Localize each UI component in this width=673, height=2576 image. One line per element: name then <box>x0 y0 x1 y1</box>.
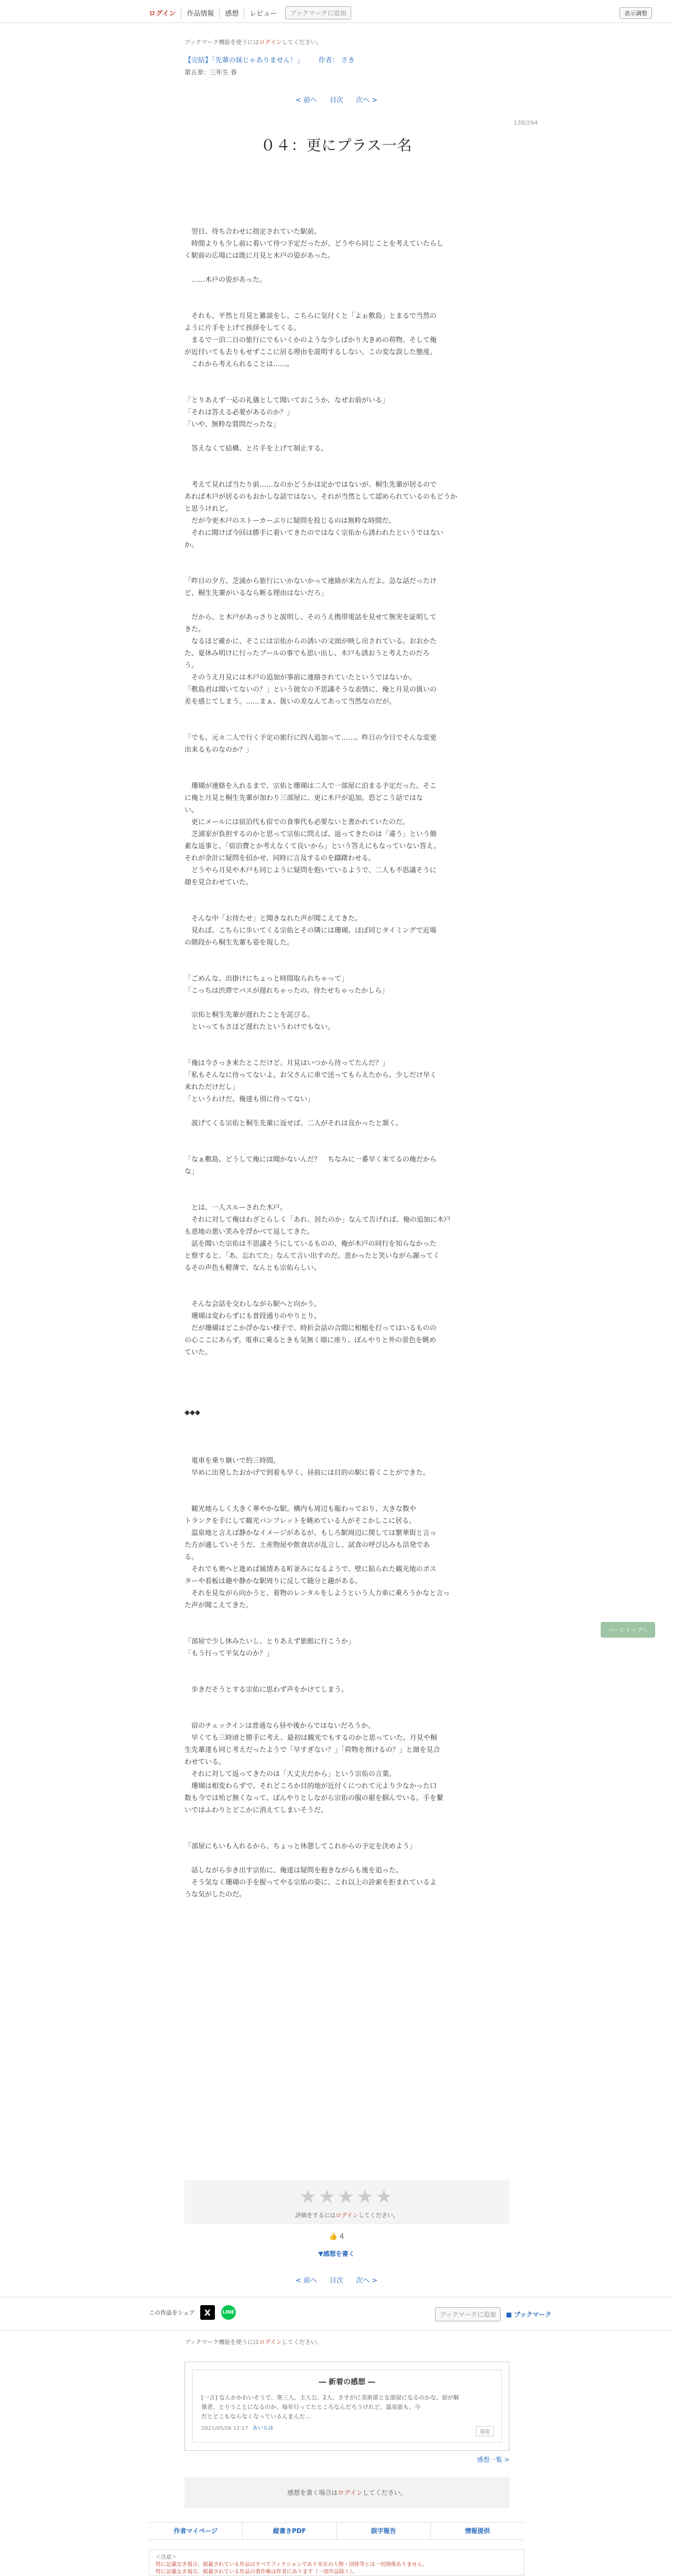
body-line: 考えて見れば当たり前……なのかどうかは定かではないが、桐生先輩が居るので <box>184 481 437 489</box>
caution-head: ＜注意＞ <box>156 2555 177 2560</box>
body-line <box>184 1828 509 1840</box>
body-line: 「ごめんな、出掛けにちょっと時間取られちゃって」 <box>184 975 349 983</box>
body-line: 宗佑と桐生先輩が遅れたことを詫びる。 <box>184 1011 314 1019</box>
body-line: 素な返事と、「宿泊費とか考えなくて良いから」という答えにもなっていない答え。 <box>184 842 441 850</box>
body-line <box>184 949 509 961</box>
body-line: 話を聞いた宗佑は不思議そうにしているものの、俺が木戸の同行を知らなかった <box>184 1240 437 1248</box>
body-line <box>184 1358 509 1371</box>
body-line: 「部屋にもいも入れるから、ちょっと休憩してこれからの予定を決めよう」 <box>184 1843 417 1850</box>
bookmark-note-bottom <box>184 2338 509 2346</box>
body-line: ど、桐生先輩がいるなら断る理由はないだろ」 <box>184 589 328 597</box>
body-line: 「俺は今さっき来たとこだけど。月見はいつから待ってたんだ？」 <box>184 1059 389 1067</box>
caution-line-1: 特に記載なき場合、掲載されている作品はすべてフィクションであり実在の人物・団体等とは一切関係ありません。 <box>156 2562 428 2568</box>
body-line: 珊瑚は変わらずにも普段通りのやりとり。 <box>184 1312 321 1320</box>
body-line: 数も今では殆ど無くなって、ぼんやりとしながら宗佑の服の裾を掴んでいる。手を繋 <box>184 1794 443 1802</box>
body-line: きた。 <box>184 626 205 633</box>
review-login-link[interactable]: ログイン <box>338 2489 363 2496</box>
body-line: く駅前の広場には既に月見と木戸の姿があった。 <box>184 252 334 260</box>
body-line: に俺と月見と桐生先輩が加わり三部屋に、更に木戸が追加。恐どこう話ではな <box>184 794 424 802</box>
rating-login-link[interactable]: ログイン <box>335 2212 359 2219</box>
rating-box <box>184 2180 509 2224</box>
body-line: 来れただけだし」 <box>184 1083 240 1091</box>
next-link-bottom[interactable]: 次へ > <box>356 2277 378 2285</box>
body-line <box>184 756 509 768</box>
body-line <box>184 1612 509 1624</box>
rating-note-end: してください。 <box>358 2212 399 2219</box>
toc-link-bottom[interactable]: 目次 <box>329 2277 343 2285</box>
note-login-link-bottom[interactable]: ログイン <box>259 2339 282 2345</box>
vertical-pdf-link[interactable]: 縦書きPDF <box>243 2523 336 2539</box>
body-line: そう気なく珊瑚の手を握ってやる宗佑の姿に、これ以上の詮索を拒まれているよ <box>184 1879 437 1887</box>
body-line: と思うけれど。 <box>184 505 233 513</box>
display-settings-button[interactable]: 表示調整 <box>620 7 652 19</box>
nav-work-info[interactable]: 作品情報 <box>181 7 220 19</box>
body-line <box>184 1708 509 1720</box>
body-line <box>184 1274 509 1286</box>
next-link[interactable]: 次へ > <box>356 96 378 104</box>
body-line: 早くても三時頃と勝手に考え、最初は観光でもするのかと思っていた。月見や桐 <box>184 1734 437 1742</box>
body-line <box>184 708 509 720</box>
body-line: それに聞けば今回は勝手に着いてきたのではなく宗佑から誘われたというではない <box>184 529 444 537</box>
body-line <box>184 1696 509 1708</box>
top-nav <box>149 6 351 19</box>
body-line <box>184 1033 509 1045</box>
body-line: う。 <box>184 662 199 670</box>
author-mypage-link[interactable]: 作者マイページ <box>149 2523 243 2539</box>
bookmark-add-button-bottom[interactable]: ブックマークに追加 <box>435 2307 501 2321</box>
body-line: と察すると、「あ、忘れてた」なんて言い出すのだ。意かったと笑いながら謝ってく <box>184 1252 440 1260</box>
body-line: 「部屋で少し休みたいし、とりあえず旅館に行こうか」 <box>184 1638 355 1646</box>
body-line: ◆◆◆ <box>184 1409 200 1417</box>
note-text: ブックマーク機能を使うには <box>184 2339 259 2345</box>
body-line <box>184 1852 509 1865</box>
body-line: ように片手を上げて挨拶をしてくる。 <box>184 324 301 332</box>
pager-bottom <box>0 2275 673 2285</box>
toc-link[interactable]: 目次 <box>329 96 343 104</box>
body-line: る。 <box>184 1553 199 1561</box>
body-line: 芝浦家が負担するのかと思って宗佑に問えば、返ってきたのは「違う」という簡 <box>184 830 437 838</box>
body-line: 早めに出発したおかげで到着も早く、昼前には目的の駅に着くことができた。 <box>184 1469 430 1477</box>
body-line <box>184 214 509 226</box>
review-login-text: 感想を書く場合は <box>287 2489 338 2496</box>
body-line <box>184 382 509 394</box>
series-info <box>184 54 509 76</box>
body-line: ……木戸の姿があった。 <box>184 276 266 284</box>
body-line <box>184 599 509 611</box>
body-line <box>184 286 509 298</box>
body-line <box>184 889 509 901</box>
body-line: 時間よりも少し前に着いて待つ予定だったが、どうやら同じことを考えていたらし <box>184 240 444 248</box>
latest-review <box>192 2370 502 2443</box>
like-button[interactable]: 👍 4 <box>329 2233 344 2241</box>
body-line: 生先輩達も同じ考えだったようで「早すぎない？」「荷物を預けるの？」と顔を見合 <box>184 1746 440 1754</box>
body-line: た方が適していそうだ。土産物屋や飲食店が乱立し、試食の呼び込みも活発であ <box>184 1541 430 1549</box>
body-line: 顔を見合わせていた。 <box>184 879 253 886</box>
bookmark-note <box>184 38 509 46</box>
body-line: 差を感じてしまう。……まぁ、扱いの差なんてあって当然なのだが。 <box>184 698 396 706</box>
body-line <box>184 997 509 1009</box>
body-line: 温泉地と言えば静かなイメージがあるが、もしろ駅周辺に関しては繁華街と言っ <box>184 1529 437 1537</box>
page-number: 138/294 <box>514 119 538 126</box>
body-line: 珊瑚は相変わらずで、それどころか目的地が近付くにつれて元より少なかった口 <box>184 1782 437 1790</box>
body-line: それを見ながら向かうと、着物のレンタルをしようという人力車に乗ろうかなと言っ <box>184 1590 450 1597</box>
share-bar <box>149 2305 236 2320</box>
body-line <box>184 1190 509 1202</box>
body-line: トランクを手にして観光パンフレットを眺めている人がそこかしこに居る。 <box>184 1517 416 1525</box>
body-line: だが珊瑚はどこか浮かない様子で、時折会話の合間に相槌を打ってはいるものの <box>184 1324 437 1332</box>
divider <box>0 2330 673 2331</box>
body-line <box>184 1045 509 1057</box>
body-line: とは、一人スルーされた木戸。 <box>184 1204 287 1212</box>
body-line: の心ここにあらず。電車に乗るときも気無く端に座り、ぼんやりと外の景色を眺め <box>184 1336 436 1344</box>
note-text-end: してください。 <box>281 39 322 46</box>
body-line: どうやら月見や木戸も同じように疑問を抱いているようで、二人も不思議そうに <box>184 867 437 874</box>
author-link[interactable]: 作者： さき <box>318 57 355 64</box>
body-line: 見れば、こちらに歩いてくる宗佑とその隣には珊瑚。ほぼ同じタイミングで近場 <box>184 927 437 935</box>
body-line: なるほど確かに、そこには宗佑からの誘いの文面が映し出されている。おおかた <box>184 638 437 645</box>
body-line: 「昨日の夕方、芝浦から旅行にいかないかって連絡が来たんだよ。急な話だったけ <box>184 577 437 585</box>
body-line: 説げてくる宗佑と桐生先輩に返せば、二人がそれは良かったと頷く。 <box>184 1120 403 1127</box>
info-provide-link[interactable]: 情報提供 <box>464 2527 490 2535</box>
page-top-button[interactable]: ページトップへ <box>601 1622 655 1638</box>
body-line: るその声色も軽薄で、なんとも宗佑らしい。 <box>184 1264 321 1272</box>
body-line: 「敷島君は聞いてないの？」という彼女の不思議そうな表情に、俺と月見の扱いの <box>184 686 437 694</box>
top-bar <box>0 0 673 23</box>
body-line: 歩きだそうとする宗佑に思わず声をかけてしまう。 <box>184 1686 349 1694</box>
line-share-icon[interactable]: LINE <box>221 2305 236 2320</box>
body-line <box>184 1419 509 1431</box>
body-line: 「とりあえず一応の礼儀として聞いておこうか、なぜお前がいる」 <box>184 397 389 404</box>
body-line <box>184 768 509 780</box>
body-line <box>184 1130 509 1142</box>
bookmark-area <box>435 2307 551 2321</box>
body-line: 「いや、無粋な質問だったな」 <box>184 421 280 429</box>
series-title-link[interactable]: 【完結】「先輩の妹じゃありません！」 <box>184 57 304 64</box>
body-line <box>184 1371 509 1383</box>
body-line: た声が聞こえてきた。 <box>184 1602 253 1609</box>
chapter-title: ０４：更にプラス一名 <box>260 137 413 154</box>
x-share-icon[interactable]: X <box>200 2305 215 2320</box>
body-line: あれば木戸が居るのもおかしな話ではない。それが当然として認められているのもどうか <box>184 493 458 501</box>
body-line: だが今更木戸のストーカーぶりに疑問を投じるのは無粋な時間だ。 <box>184 517 396 525</box>
body-line: も意地の悪い笑みを浮かべて返してきた。 <box>184 1228 314 1236</box>
body-line: といってもさほど遅れたというわけでもない。 <box>184 1023 335 1031</box>
prev-link-bottom[interactable]: < 前へ <box>295 2277 317 2285</box>
login-link[interactable]: ログイン <box>149 7 181 19</box>
review-date: 2021/05/26 12:17 <box>201 2426 248 2431</box>
body-line: 「というわけだ。俺達も別に待ってない」 <box>184 1095 314 1103</box>
body-line: 出来るものなのか？」 <box>184 746 253 754</box>
body-line: ターや看板は趣や静かな駅周りに反して随分と趣がある。 <box>184 1577 362 1585</box>
note-text-end: してください。 <box>281 2339 322 2345</box>
pager-top <box>0 94 673 104</box>
body-line: だから、と木戸があっさりと説明し、そのうえ携帯電話を見せて無実を証明して <box>184 613 437 621</box>
body-line: か。 <box>184 541 199 549</box>
body-line: い。 <box>184 806 199 814</box>
caution-box <box>149 2549 524 2576</box>
footer-nav <box>149 2522 524 2540</box>
rating-note-text: 評価をするには <box>295 2212 336 2219</box>
novel-body <box>184 214 509 1901</box>
body-line: な」 <box>184 1168 199 1176</box>
body-line: の階段から桐生先輩も姿を現した。 <box>184 939 294 947</box>
body-line: 「私もそんなに待ってないよ。お父さんに車で送ってもらえたから、少しだけ早く <box>184 1071 437 1079</box>
body-line: た、夏休み明けに行ったプールの事でも思い出し、木戸も誘おうと考えたのだろ <box>184 650 430 657</box>
body-line <box>184 1491 509 1503</box>
body-line: それでも奥へと進めば風情ある町並みになるようで、壁に貼られた観光地のポス <box>184 1565 437 1573</box>
nav-impressions[interactable]: 感想 <box>220 7 244 19</box>
body-line: それに対して返ってきたのは「大丈夫だから」という宗佑の言葉。 <box>184 1770 396 1778</box>
body-line <box>184 1672 509 1684</box>
body-line <box>184 1431 509 1443</box>
body-line <box>184 262 509 274</box>
body-line: 宿のチェックインは普通なら昼や後からではないだろうか。 <box>184 1722 375 1730</box>
review-login-text-end: してください。 <box>362 2489 407 2496</box>
body-line: まるで一泊二日の旅行にでもいくかのような少しばかり大きめの荷物。そして俺 <box>184 336 437 344</box>
body-line: 答えなくて結構、と片手を上げて制止する。 <box>184 445 328 453</box>
body-line <box>184 1816 509 1828</box>
body-line <box>184 1142 509 1154</box>
report-button[interactable]: 通報 <box>476 2426 494 2436</box>
body-line: そんな会話を交わしながら駅へと向かう。 <box>184 1300 321 1308</box>
body-line <box>184 1479 509 1491</box>
body-line: が近付いても去りもせずここに居る理由を説明するしない。この変な誤した態度。 <box>184 348 437 356</box>
body-line <box>184 1443 509 1455</box>
body-line: 電車を乗り継いで約三時間。 <box>184 1457 280 1465</box>
body-line <box>184 370 509 382</box>
body-line <box>184 1178 509 1190</box>
note-login-link[interactable]: ログイン <box>259 39 282 46</box>
body-line: 「こっちは渋滞でバスが遅れちゃったの。待たせちゃったかしら」 <box>184 987 389 995</box>
body-line: 「なぁ敷島、どうして俺には聞かないんだ？ ちなみに一番早く来てるの俺だから <box>184 1156 437 1164</box>
body-line: 更にメールには宿泊代も宿での食事代も必要ないと書かれていたのだ。 <box>184 818 409 826</box>
body-line: うな気がしたのだ。 <box>184 1891 246 1899</box>
rating-note <box>184 2211 509 2219</box>
body-line <box>184 551 509 563</box>
review-user-link[interactable]: あいらほ <box>252 2426 274 2431</box>
body-line: 珊瑚が連絡を入れるまで、宗佑と珊瑚は二人で一部屋に泊まる予定だった。そこ <box>184 782 437 790</box>
review-list-link[interactable]: 感想一覧 > <box>477 2456 509 2463</box>
body-line <box>184 298 509 310</box>
rating-stars[interactable]: ★★★★★ <box>299 2186 395 2208</box>
review-meta <box>201 2424 493 2431</box>
typo-report-link[interactable]: 誤字報告 <box>337 2523 431 2539</box>
review-box <box>184 2362 509 2451</box>
body-line <box>184 1286 509 1298</box>
note-text: ブックマーク機能を使うには <box>184 39 259 46</box>
body-line: それに対して俺はわざとらしく「あれ、居たのか」なんて告げれば、俺の追加に木戸 <box>184 1216 451 1224</box>
body-line <box>184 1395 509 1407</box>
body-line: 観光地らしく大きく華やかな駅。構内も周辺も賑わっており、大きな数や <box>184 1505 416 1513</box>
review-login-box <box>184 2477 509 2508</box>
body-line: わせている。 <box>184 1758 226 1766</box>
bookmark-link[interactable]: ■ ブックマーク <box>506 2311 551 2318</box>
body-line: 「もう行って平気なのか？」 <box>184 1650 274 1658</box>
body-line <box>184 1660 509 1672</box>
write-review-link[interactable]: ▼感想を書く <box>318 2250 355 2257</box>
body-line: それが余計に疑問を招かせ、同時に言及するのを躊躇わせる。 <box>184 854 375 862</box>
review-body: [一言] なんかかわいそうで、寒三人、主人公、2人、さすがに美術部と女部屋になるのかな、宿が解 係者、とりうことになるのか、毎年行ってたところなんだろうけれど、温泉旅も、今 だとどこもならなくなっているんまんだ… <box>201 2394 459 2420</box>
prev-link[interactable]: < 前へ <box>295 96 317 104</box>
body-line: 話しながら歩き出す宗佑に、俺達は疑問を抱きながらも後を追った。 <box>184 1867 403 1875</box>
episode-label: 第五章：三年生 春 <box>184 69 237 76</box>
body-line: そのうえ月見には木戸の追加が事前に連絡されていたというではないか。 <box>184 674 417 682</box>
body-line: これから考えられることは……。 <box>184 360 294 368</box>
body-line <box>184 720 509 732</box>
body-line <box>184 901 509 913</box>
review-heading: ― 新着の感想 ― <box>319 2378 375 2386</box>
body-line: ていた。 <box>184 1349 212 1356</box>
body-line <box>184 1105 509 1117</box>
nav-reviews[interactable]: レビュー <box>249 10 277 18</box>
caution-line-2: 特に記載なき場合、掲載されている作品の著作権は作者にあります（一部作品除く）。 <box>156 2569 357 2575</box>
body-line: それも、平然と月見と雑談をし、こちらに気付くと「よぉ敷島」とまるで当然の <box>184 312 437 320</box>
body-line: 「でも、元々二人で行く予定の旅行に四人追加って……。昨日の今日でそんな変更 <box>184 734 437 742</box>
bookmark-add-button[interactable]: ブックマークに追加 <box>285 6 351 19</box>
body-line: そんな中「お待たせ」と聞きなれた声が聞こえてきた。 <box>184 915 362 923</box>
share-label: この作品をシェア <box>149 2309 195 2316</box>
body-line <box>184 961 509 973</box>
body-line <box>184 455 509 467</box>
body-line <box>184 431 509 443</box>
body-line <box>184 1383 509 1395</box>
body-line <box>184 563 509 575</box>
body-line: 「それは答える必要があるのか？」 <box>184 409 294 416</box>
body-line <box>184 1624 509 1636</box>
body-line <box>184 467 509 479</box>
body-line: いではふわりとどこかに消えてしまいそうだ。 <box>184 1806 328 1814</box>
body-line: 翌日、待ち合わせに指定されていた駅前。 <box>184 228 321 236</box>
